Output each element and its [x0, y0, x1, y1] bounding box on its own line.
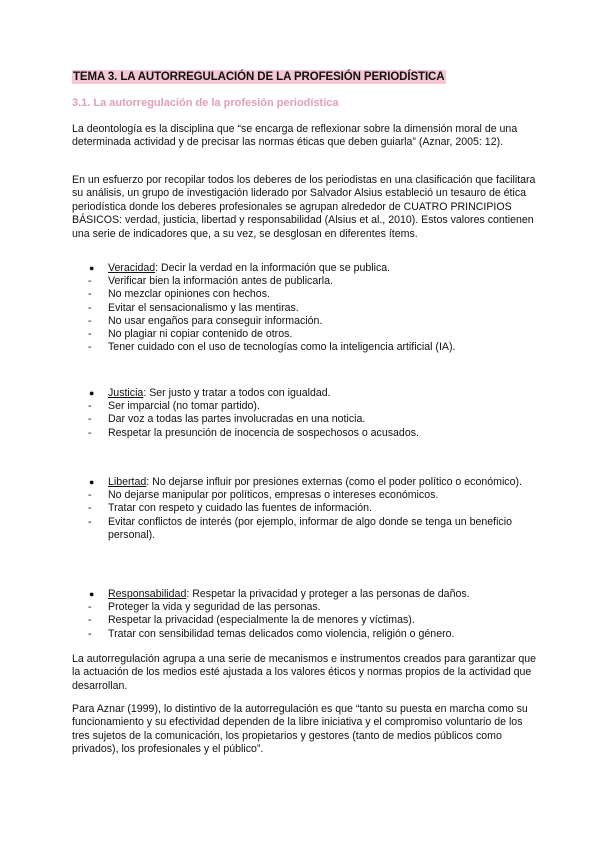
principle-description: : No dejarse influir por presiones externas (como el poder político o económico).	[146, 476, 522, 488]
dash-icon: -	[88, 502, 92, 515]
dash-icon: -	[88, 515, 92, 528]
dash-icon: -	[88, 627, 92, 640]
principle-name: Responsabilidad	[108, 588, 187, 600]
list-item-text: Tener cuidado con el uso de tecnologías como la inteligencia artificial (IA).	[108, 341, 456, 354]
page-title: TEMA 3. LA AUTORREGULACIÓN DE LA PROFESIÓN PERIODÍSTICA	[73, 71, 445, 83]
list-item	[88, 489, 528, 502]
list-item-text: Ser imparcial (no tomar partido).	[108, 400, 260, 413]
list-item	[88, 315, 528, 328]
principle-veracidad	[88, 262, 528, 354]
list-item-text: Tratar con respeto y cuidado las fuentes de información.	[108, 502, 373, 515]
list-item-text: No dejarse manipular por políticos, empresas o intereses económicos.	[108, 489, 439, 502]
list-item	[88, 502, 528, 515]
dash-icon: -	[88, 601, 92, 614]
bullet-icon: ●	[89, 388, 95, 398]
list-item-text: Evitar el sensacionalismo y las mentiras.	[108, 301, 299, 314]
principle-description: : Decir la verdad en la información que se publica.	[155, 262, 391, 274]
dash-icon: -	[88, 288, 92, 301]
dash-icon: -	[88, 413, 92, 426]
paragraph-autorregulacion: La autorregulación agrupa a una serie de mecanismos e instrumentos creados para garantizar que la actuación de los medios esté ajustada a los valores éticos y normas propios de la actividad que desarrollan.	[72, 653, 537, 692]
paragraph-alsius: En un esfuerzo por recopilar todos los deberes de los periodistas en una clasificación que facilitara su análisis, un grupo de investigación liderado por Salvador Alsius estableció un tesauro de ética periodística donde los deberes profesionales se agrupan alrededor de CUATRO PRINCIPIOS BÁSICOS: verdad, justicia, libertad y responsabilidad (Alsius et al., 2010). Estos valores contienen una serie de indicadores que, a su vez, se desglosan en diferentes ítems.	[72, 174, 536, 240]
list-item	[88, 400, 528, 413]
list-item	[88, 328, 528, 341]
list-item	[88, 413, 528, 426]
dash-icon: -	[88, 614, 92, 627]
dash-icon: -	[88, 275, 92, 288]
list-item-text: No plagiar ni copiar contenido de otros.	[108, 328, 293, 341]
section-heading: 3.1. La autorregulación de la profesión periodística	[72, 97, 339, 109]
bullet-icon: ●	[89, 589, 95, 599]
list-item	[88, 302, 528, 315]
paragraph-deontologia: La deontología es la disciplina que “se encarga de reflexionar sobre la dimensión moral de una determinada actividad y de precisar las normas éticas que deben guiarla” (Aznar, 2005: 12).	[72, 123, 518, 149]
list-item-text: Respetar la privacidad (especialmente la de menores y víctimas).	[108, 614, 415, 627]
principle-name: Veracidad	[108, 262, 156, 274]
list-item-text: No mezclar opiniones con hechos.	[108, 288, 270, 301]
dash-icon: -	[88, 489, 92, 502]
list-item	[88, 427, 528, 440]
list-item	[88, 628, 528, 641]
dash-icon: -	[88, 301, 92, 314]
list-item-text: No usar engaños para conseguir información.	[108, 314, 323, 327]
list-item	[88, 341, 528, 354]
dash-icon: -	[88, 328, 92, 341]
list-item-text: Proteger la vida y seguridad de las personas.	[108, 601, 321, 614]
list-item	[88, 275, 528, 288]
principle-name: Justicia	[108, 387, 144, 399]
principle-libertad	[88, 476, 528, 542]
dash-icon: -	[88, 400, 92, 413]
principle-description: : Ser justo y tratar a todos con igualdad.	[143, 387, 331, 399]
list-item-text: Verificar bien la información antes de publicarla.	[108, 275, 333, 288]
list-item	[88, 516, 528, 542]
principle-heading	[88, 387, 528, 400]
list-item	[88, 288, 528, 301]
principle-heading	[88, 262, 528, 275]
principle-heading	[88, 588, 528, 601]
list-item-text: Evitar conflictos de interés (por ejemplo, informar de algo donde se tenga un beneficio personal).	[108, 515, 512, 541]
dash-icon: -	[88, 314, 92, 327]
list-item	[88, 614, 528, 627]
list-item-text: Dar voz a todas las partes involucradas en una noticia.	[108, 413, 366, 426]
paragraph-aznar: Para Aznar (1999), lo distintivo de la autorregulación es que “tanto su puesta en marcha como su funcionamiento y su efectividad dependen de la libre iniciativa y el compromiso voluntario de los tres sujetos de la comunicación, los propietarios y gestores (tanto de medios públicos como privados), los profesionales y el público”.	[72, 703, 528, 756]
dash-icon: -	[88, 341, 92, 354]
bullet-icon: ●	[89, 477, 95, 487]
principle-justicia	[88, 387, 528, 440]
bullet-icon: ●	[89, 263, 95, 273]
list-item	[88, 601, 528, 614]
principle-responsabilidad	[88, 588, 528, 641]
dash-icon: -	[88, 426, 92, 439]
principle-name: Libertad	[108, 476, 147, 488]
list-item-text: Respetar la presunción de inocencia de sospechosos o acusados.	[108, 426, 419, 439]
principle-heading	[88, 476, 528, 489]
list-item-text: Tratar con sensibilidad temas delicados como violencia, religión o género.	[108, 627, 455, 640]
principle-description: : Respetar la privacidad y proteger a las personas de daños.	[186, 588, 470, 600]
